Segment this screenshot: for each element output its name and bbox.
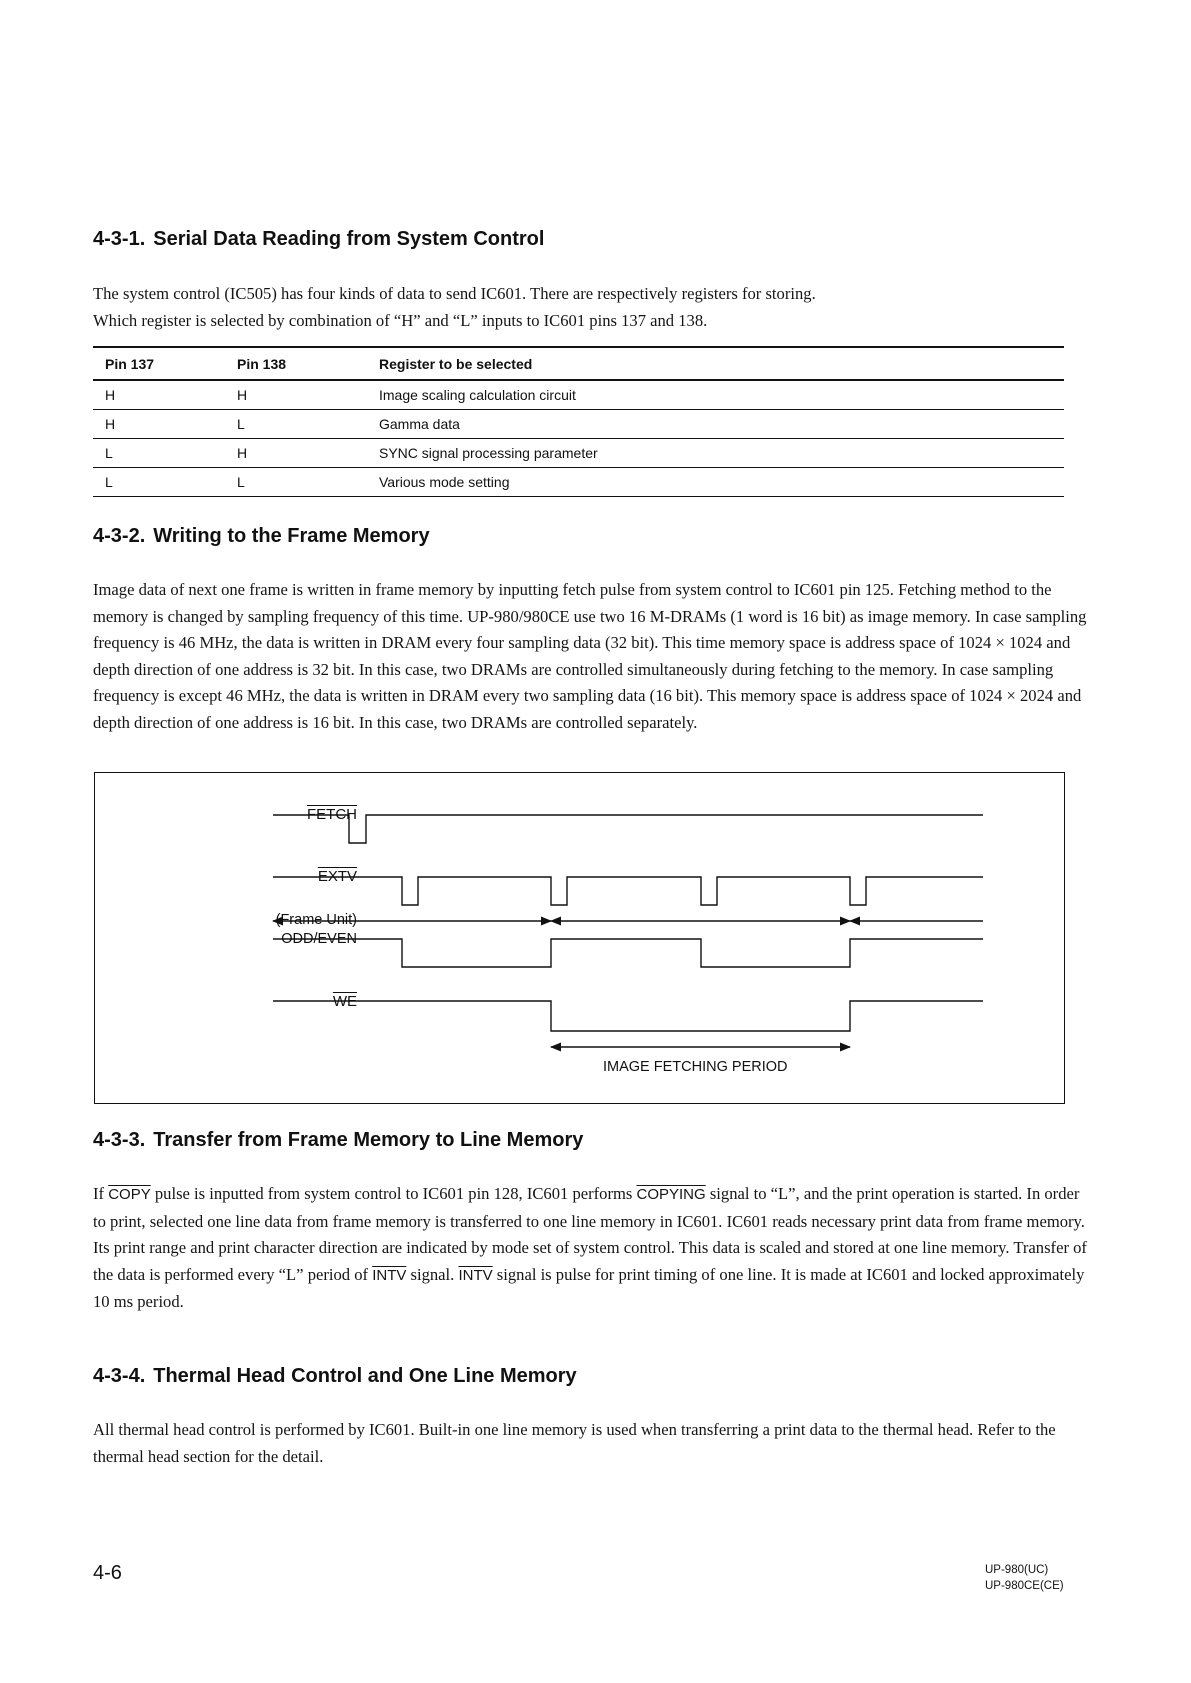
- table-row: [93, 468, 1064, 497]
- section-heading-4-3-3: [93, 1129, 583, 1152]
- table-row: [93, 380, 1064, 410]
- copy-signal: COPY: [108, 1186, 151, 1203]
- thermal-head-paragraph: All thermal head control is performed by IC601. Built-in one line memory is used when transferring a print data to the thermal head. Refer to the thermal head section for the detail.: [93, 1420, 1056, 1466]
- intro-paragraph: [93, 281, 1093, 334]
- section-title: Thermal Head Control and One Line Memory: [153, 1365, 577, 1387]
- cell-register: Gamma data: [367, 410, 1064, 439]
- cell-pin-138: L: [225, 468, 367, 497]
- section-title: Transfer from Frame Memory to Line Memory: [153, 1129, 584, 1151]
- model-number: [985, 1562, 1064, 1594]
- intro-line-2: Which register is selected by combination of “H” and “L” inputs to IC601 pins 137 and 138.: [93, 310, 708, 330]
- table-header-row: [93, 347, 1064, 380]
- period-label: IMAGE FETCHING PERIOD: [603, 1059, 788, 1075]
- table-row: [93, 439, 1064, 468]
- header-register: Register to be selected: [367, 347, 1064, 380]
- odd-even-waveform: [273, 939, 983, 967]
- copying-signal: COPYING: [636, 1186, 706, 1203]
- intv-signal: INTV: [458, 1266, 493, 1284]
- signal-label-frame-unit: (Frame Unit): [275, 912, 357, 928]
- table-row: [93, 410, 1064, 439]
- section-number: 4-3-1.: [93, 228, 146, 250]
- signal-label-we: $\overline{WE}$: [332, 993, 357, 1010]
- cell-register: SYNC signal processing parameter: [367, 439, 1064, 468]
- cell-pin-137: H: [93, 410, 225, 439]
- signal-label-odd-even: ODD/EVEN: [281, 931, 357, 947]
- cell-pin-137: L: [93, 468, 225, 497]
- cell-pin-137: L: [93, 439, 225, 468]
- page-number: 4-6: [93, 1562, 122, 1584]
- we-waveform: [273, 1001, 983, 1031]
- section-title: Serial Data Reading from System Control: [153, 228, 545, 250]
- timing-waveforms: [95, 773, 1064, 1103]
- line-memory-paragraph: If COPY pulse is inputted from system control to IC601 pin 128, IC601 performs COPYING signal to “L”, and the print operation is started. In order to print, selected one line data from frame memory is transferred to one line memory in IC601. IC601 reads necessary print data from frame memory. Its print range and print character direction are indicated by mode set of system control. This data is scaled and stored at one line memory. Transfer of the data is performed every “L” period of INTV signal. INTV signal is pulse for print timing of one line. It is made at IC601 and locked approximately 10 ms period.: [93, 1184, 1087, 1311]
- cell-pin-137: H: [93, 380, 225, 410]
- intv-signal: INTV: [372, 1266, 407, 1284]
- section-title: Writing to the Frame Memory: [153, 525, 430, 547]
- model-line-1: UP-980(UC): [985, 1564, 1049, 1576]
- intro-line-1: The system control (IC505) has four kinds of data to send IC601. There are respectively registers for storing.: [93, 284, 816, 303]
- cell-register: Various mode setting: [367, 468, 1064, 497]
- timing-diagram: [94, 772, 1065, 1104]
- cell-pin-138: H: [225, 380, 367, 410]
- section-heading-4-3-4: [93, 1365, 577, 1388]
- frame-memory-paragraph: Image data of next one frame is written in frame memory by inputting fetch pulse from system control to IC601 pin 125. Fetching method to the memory is changed by sampling frequency of this time. UP-980/980CE use two 16 M-DRAMs (1 word is 16 bit) as image memory. In case sampling frequency is 46 MHz, the data is written in DRAM every four sampling data (32 bit). This time memory space is address space of 1024 × 1024 and depth direction of one address is 32 bit. In this case, two DRAMs are controlled simultaneously during fetching to the memory. In case sampling frequency is except 46 MHz, the data is written in DRAM every two sampling data (16 bit). This memory space is address space of 1024 × 2024 and depth direction of one address is 16 bit. In this case, two DRAMs are controlled separately.: [93, 580, 1087, 732]
- register-table: [93, 346, 1064, 497]
- fetch-waveform: [273, 815, 983, 843]
- signal-label-fetch: FETCH: [307, 806, 357, 823]
- section-heading-4-3-1: [93, 228, 544, 251]
- cell-pin-138: H: [225, 439, 367, 468]
- header-pin-137: Pin 137: [93, 347, 225, 380]
- section-heading-4-3-2: [93, 525, 430, 548]
- section-number: 4-3-3.: [93, 1129, 146, 1151]
- section-number: 4-3-2.: [93, 525, 146, 547]
- cell-pin-138: L: [225, 410, 367, 439]
- extv-waveform: [273, 877, 983, 905]
- header-pin-138: Pin 138: [225, 347, 367, 380]
- section-number: 4-3-4.: [93, 1365, 146, 1387]
- model-line-2: UP-980CE(CE): [985, 1580, 1064, 1592]
- cell-register: Image scaling calculation circuit: [367, 380, 1064, 410]
- signal-label-extv: EXTV: [317, 868, 357, 885]
